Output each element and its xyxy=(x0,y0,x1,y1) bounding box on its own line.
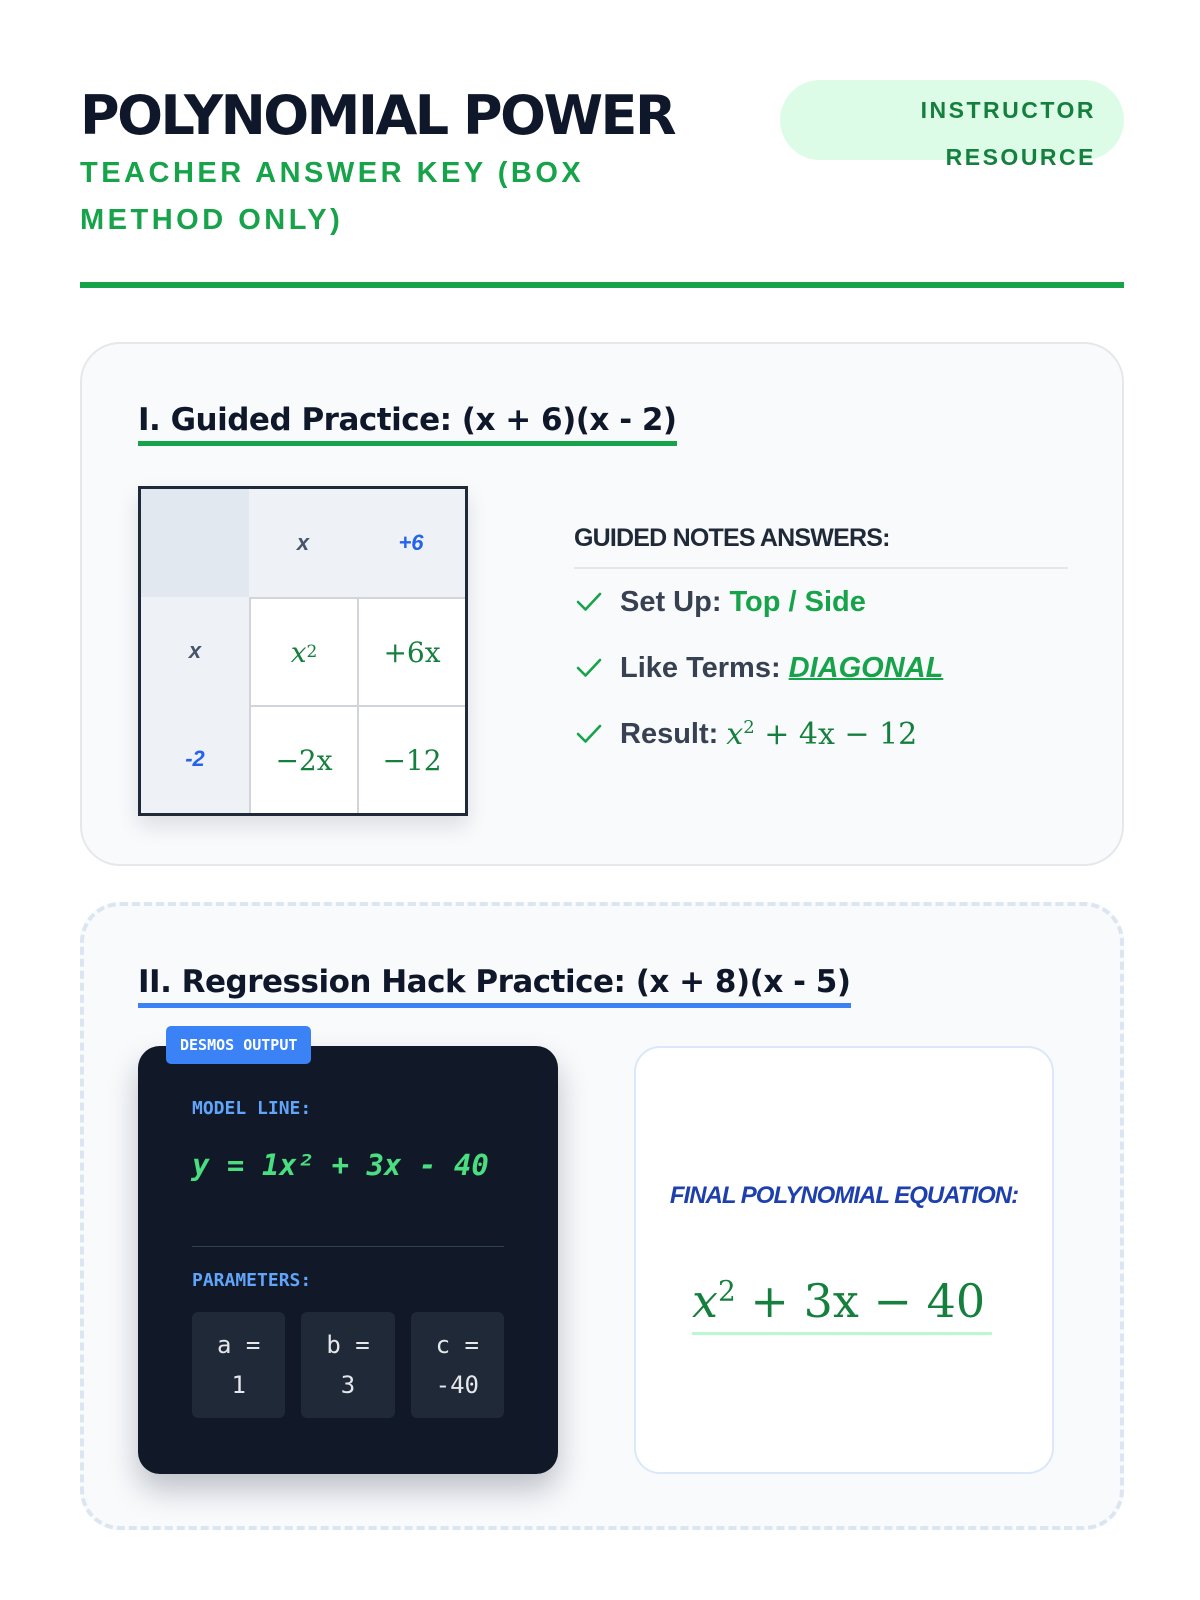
term-base: x xyxy=(290,635,307,669)
guided-practice-title: I. Guided Practice: (x + 6)(x - 2) xyxy=(138,402,677,446)
parameter-name: b = xyxy=(326,1331,370,1359)
guided-notes-answers xyxy=(574,524,1068,767)
term-exponent: 2 xyxy=(717,1274,736,1308)
result-expression xyxy=(726,717,917,752)
final-equation xyxy=(692,1274,992,1335)
parameter-name: c = xyxy=(435,1331,479,1359)
badge-line-2: RESOURCE xyxy=(945,144,1096,170)
box-corner-cell xyxy=(141,489,249,597)
box-product-cell xyxy=(249,597,357,705)
page-header xyxy=(80,80,1124,288)
box-product-cell: +6x xyxy=(357,597,465,705)
model-line-label: MODEL LINE: xyxy=(192,1098,312,1119)
checkmark-icon xyxy=(576,723,602,745)
regression-hack-section xyxy=(80,902,1124,1530)
guided-practice-section xyxy=(80,342,1124,866)
box-product-cell: −2x xyxy=(249,705,357,813)
desmos-output-tag: DESMOS OUTPUT xyxy=(166,1026,311,1064)
parameters-label: PARAMETERS: xyxy=(192,1270,312,1291)
note-like-terms xyxy=(574,635,1068,701)
final-equation-card xyxy=(634,1046,1054,1474)
term-base: x xyxy=(692,1274,718,1328)
parameter-value: 1 xyxy=(231,1371,246,1399)
note-label: Set Up: xyxy=(620,585,722,618)
desmos-output-panel xyxy=(138,1036,558,1474)
note-value: DIAGONAL xyxy=(788,651,944,684)
note-label: Result: xyxy=(620,717,719,750)
notes-heading: GUIDED NOTES ANSWERS: xyxy=(574,524,1068,569)
term-exponent: 2 xyxy=(306,642,318,662)
note-label: Like Terms: xyxy=(620,651,781,684)
page-subtitle: TEACHER ANSWER KEY (BOX METHOD ONLY) xyxy=(80,157,585,236)
box-row-header: x xyxy=(141,597,249,705)
term-exponent: 2 xyxy=(743,716,755,738)
box-product-cell: −12 xyxy=(357,705,465,813)
instructor-resource-badge xyxy=(780,80,1124,170)
note-setup xyxy=(574,569,1068,635)
checkmark-icon xyxy=(576,591,602,613)
box-col-header: x xyxy=(249,489,357,597)
box-method-grid xyxy=(138,486,468,816)
expression-rest: + 4x − 12 xyxy=(754,716,918,752)
checkmark-icon xyxy=(576,657,602,679)
parameters-list xyxy=(192,1312,504,1418)
model-line-equation: y = 1x² + 3x - 40 xyxy=(192,1148,489,1182)
term-base: x xyxy=(726,716,744,752)
badge-line-1: INSTRUCTOR xyxy=(920,97,1096,123)
regression-practice-title: II. Regression Hack Practice: (x + 8)(x - 5) xyxy=(138,964,851,1008)
parameter-a xyxy=(192,1312,285,1418)
panel-divider xyxy=(192,1246,504,1247)
parameter-value: 3 xyxy=(340,1371,356,1399)
expression-rest: + 3x − 40 xyxy=(735,1274,986,1328)
parameter-value: -40 xyxy=(435,1371,479,1399)
parameter-c xyxy=(411,1312,504,1418)
page-title: POLYNOMIAL POWER xyxy=(80,84,675,147)
box-col-header: +6 xyxy=(357,489,465,597)
note-value: Top / Side xyxy=(729,585,866,618)
parameter-b xyxy=(301,1312,394,1418)
final-equation-label: FINAL POLYNOMIAL EQUATION: xyxy=(669,1182,1019,1209)
parameter-name: a = xyxy=(216,1331,261,1359)
box-row-header: -2 xyxy=(141,705,249,813)
note-result xyxy=(574,701,1068,767)
